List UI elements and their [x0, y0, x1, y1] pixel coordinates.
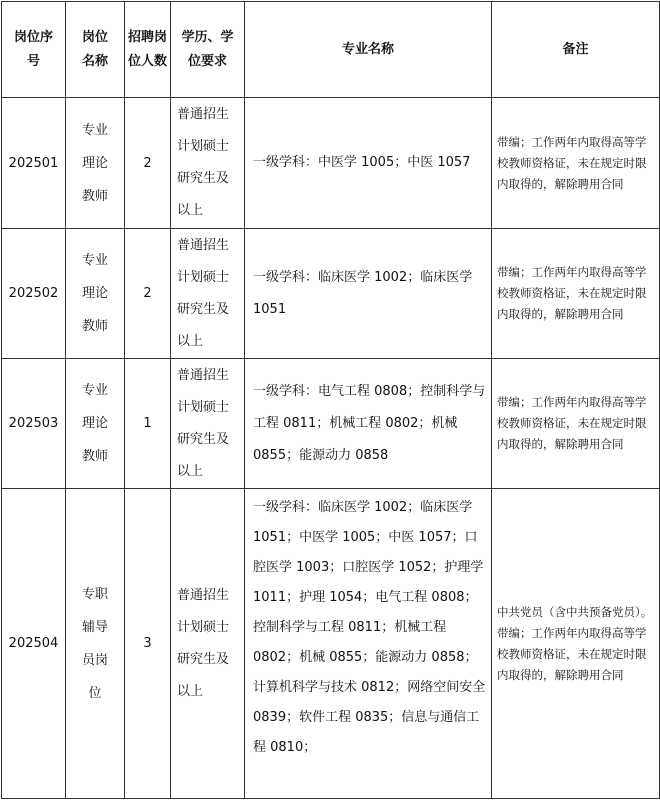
cell-major: 一级学科：临床医学 1002；临床医学 1051；中医学 1005；中医 1057；口腔医学 1003；口腔医学 1052；护理学 1011；护理 1054；电气工程 0808；控制科学与工程 0811；机械工程 0802；机械 0855；能源动力 0858；计算机科学与技术 0812；网络空间安全 0839；软件工程 0835；信息与通信工程 0810； — [245, 489, 492, 799]
header-row — [2, 2, 660, 98]
cell-note: 带编；工作两年内取得高等学校教师资格证，未在规定时限内取得的，解除聘用合同 — [492, 229, 660, 359]
cell-seq: 202501 — [2, 98, 66, 229]
cell-note: 带编；工作两年内取得高等学校教师资格证，未在规定时限内取得的，解除聘用合同 — [492, 98, 660, 229]
cell-name: 专职辅导员岗位 — [66, 489, 125, 799]
table-row — [2, 229, 660, 359]
cell-count: 1 — [125, 359, 171, 489]
header-name: 岗位名称 — [66, 2, 125, 98]
cell-count: 3 — [125, 489, 171, 799]
cell-edu: 普通招生计划硕士研究生及以上 — [171, 359, 245, 489]
cell-edu: 普通招生计划硕士研究生及以上 — [171, 98, 245, 229]
cell-note: 带编；工作两年内取得高等学校教师资格证，未在规定时限内取得的，解除聘用合同 — [492, 359, 660, 489]
cell-seq: 202504 — [2, 489, 66, 799]
table-row — [2, 359, 660, 489]
header-seq: 岗位序号 — [2, 2, 66, 98]
cell-major: 一级学科：中医学 1005；中医 1057 — [245, 98, 492, 229]
cell-name: 专业理论教师 — [66, 359, 125, 489]
cell-seq: 202503 — [2, 359, 66, 489]
cell-name: 专业理论教师 — [66, 229, 125, 359]
header-count: 招聘岗位人数 — [125, 2, 171, 98]
cell-major: 一级学科：临床医学 1002；临床医学 1051 — [245, 229, 492, 359]
header-edu: 学历、学位要求 — [171, 2, 245, 98]
recruitment-table — [1, 1, 660, 799]
cell-major: 一级学科：电气工程 0808；控制科学与工程 0811；机械工程 0802；机械 0855；能源动力 0858 — [245, 359, 492, 489]
cell-seq: 202502 — [2, 229, 66, 359]
cell-count: 2 — [125, 229, 171, 359]
cell-edu: 普通招生计划硕士研究生及以上 — [171, 229, 245, 359]
header-note: 备注 — [492, 2, 660, 98]
cell-note: 中共党员（含中共预备党员）。带编；工作两年内取得高等学校教师资格证，未在规定时限内取得的，解除聘用合同 — [492, 489, 660, 799]
cell-name: 专业理论教师 — [66, 98, 125, 229]
cell-edu: 普通招生计划硕士研究生及以上 — [171, 489, 245, 799]
cell-count: 2 — [125, 98, 171, 229]
table-row — [2, 489, 660, 799]
table-row — [2, 98, 660, 229]
header-major: 专业名称 — [245, 2, 492, 98]
